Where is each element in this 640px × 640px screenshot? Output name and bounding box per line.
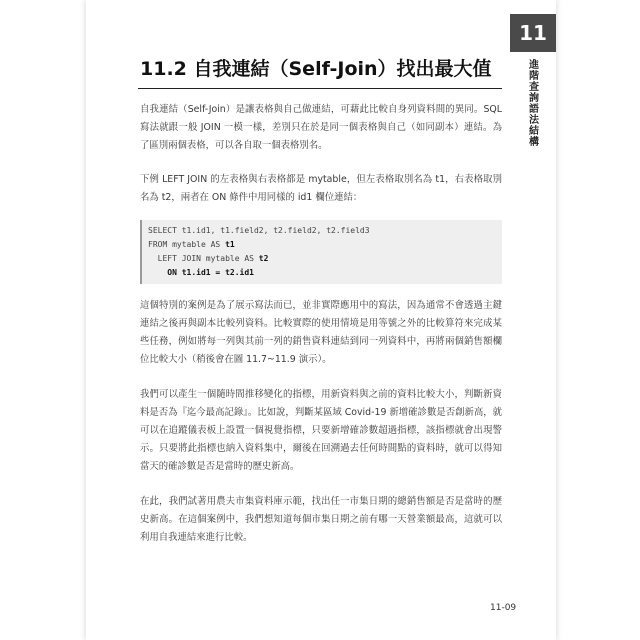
side-label-char: 法	[529, 115, 539, 126]
code-line-select: SELECT t1.id1, t1.field2, t2.field2, t2.field3	[148, 226, 370, 235]
title-underline	[138, 88, 502, 89]
paragraph-farmers-market: 在此，我們試著用農夫市集資料庫示範，找出任一市集日期的總銷售額是否是當時的歷史新高。在這個案例中，我們想知道每個市集日期之前有哪一天營業額最高，這就可以利用自我連結來進行比較。	[140, 496, 502, 543]
side-label-char: 階	[529, 71, 539, 82]
paragraph-special-case: 這個特別的案例是為了展示寫法而已，並非實際應用中的寫法，因為通常不會透過主鍵連結之後再與副本比較列資料。比較實際的使用情境是用等號之外的比較算符來完成某些任務，例如將每一列與其前一列的銷售資料連結到同一列資料中，再將兩個銷售額欄位比較大小（稍後會在圖 11.7~11.9 演示）。	[140, 300, 502, 365]
chapter-number-tab	[510, 14, 556, 52]
side-label-char: 構	[529, 137, 539, 148]
section-title: 11.2 自我連結（Self-Join）找出最大值	[140, 58, 492, 80]
code-line-left-join	[148, 252, 502, 266]
chapter-number: 11	[519, 21, 547, 45]
code-text: LEFT JOIN mytable AS	[148, 254, 259, 263]
paragraph-intro: 自我連結（Self-Join）是讓表格與自己做連結，可藉此比較自身列資料間的異同。SQL 寫法就跟一般 JOIN 一模一樣，差別只在於是同一個表格與自己（如同副本）連結。為了區別兩個表格，可以各自取一個表格別名。	[140, 104, 502, 151]
code-alias-t2: t2	[258, 254, 269, 263]
side-label-char: 查	[529, 82, 539, 93]
side-label-char: 語	[529, 104, 539, 115]
code-alias-t1: t1	[225, 240, 235, 249]
paragraph-example-lead: 下例 LEFT JOIN 的左表格與右表格都是 mytable，但左表格取別名為 t1，右表格取別名為 t2，兩者在 ON 條件中用同樣的 id1 欄位連結：	[140, 174, 502, 203]
code-text: FROM mytable AS	[148, 240, 226, 249]
sql-code-block	[140, 220, 502, 284]
code-line-on: ON t1.id1 = t2.id1	[148, 268, 254, 277]
side-label-char: 進	[529, 60, 539, 71]
chapter-side-label	[523, 60, 545, 148]
side-label-char: 結	[529, 126, 539, 137]
side-label-char: 詢	[529, 93, 539, 104]
page-number: 11-09	[490, 603, 517, 613]
code-line-from	[148, 238, 502, 252]
paragraph-indicator: 我們可以產生一個隨時間推移變化的指標，用新資料與之前的資料比較大小，判斷新資料是否為『迄今最高記錄』。比如說，判斷某區域 Covid-19 新增確診數是否創新高，就可以在追蹤儀表板上設置一個視覺指標，只要新增確診數超過指標，該指標就會出現警示。只要將此指標也納入資料集中，爾後在回溯過去任何時間點的資料時，就可以得知當天的確診數是否是當時的歷史新高。	[140, 389, 502, 472]
